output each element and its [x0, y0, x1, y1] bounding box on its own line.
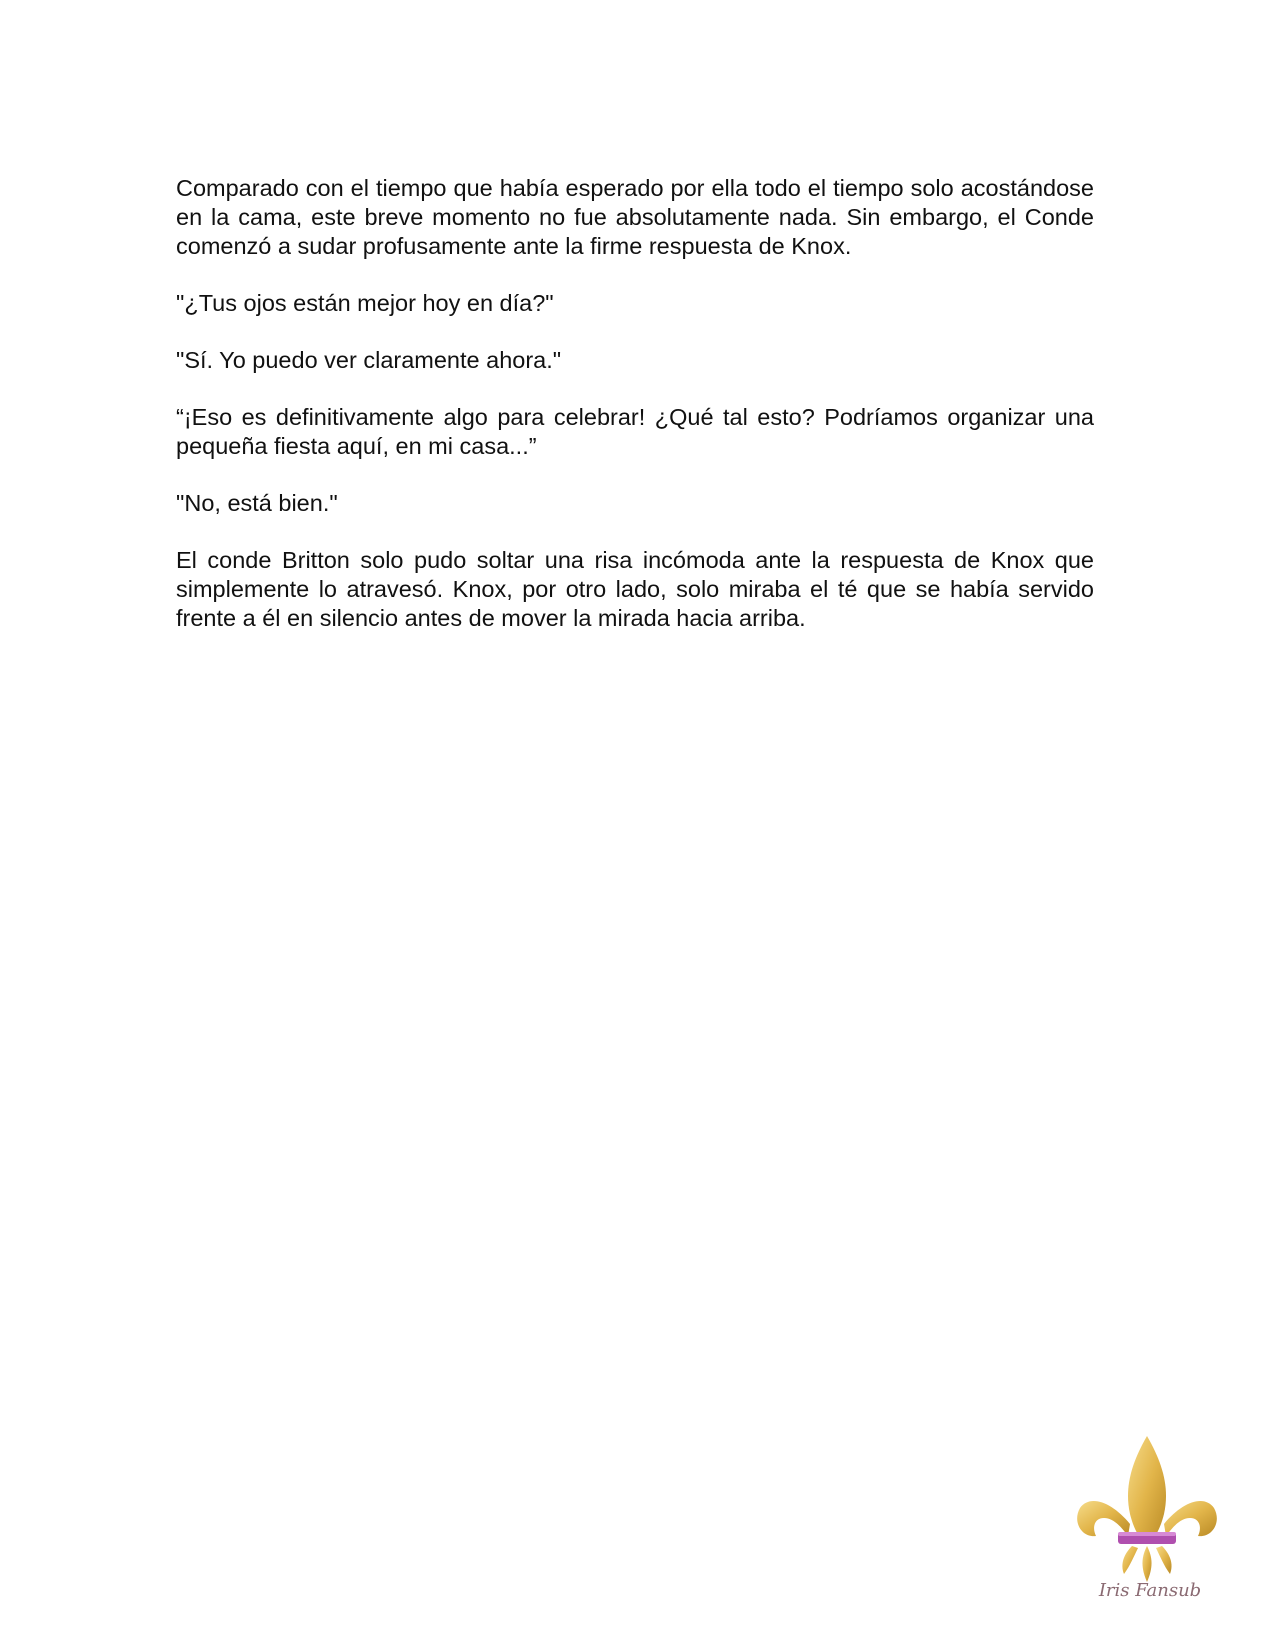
- dialogue-line: "¿Tus ojos están mejor hoy en día?": [176, 290, 554, 316]
- paragraph: Comparado con el tiempo que había esperado por ella todo el tiempo solo acostándose en la cama, este breve momento no fue absolutamente nada. Sin embargo, el Conde comenzó a sudar profusamente ante la firme respuesta de Knox.: [176, 175, 1094, 259]
- dialogue-line: "Sí. Yo puedo ver claramente ahora.": [176, 347, 562, 373]
- paragraph: El conde Britton solo pudo soltar una risa incómoda ante la respuesta de Knox que simplemente lo atravesó. Knox, por otro lado, solo miraba el té que se había servido frente a él en silencio antes de mover la mirada hacia arriba.: [176, 547, 1094, 631]
- signature: Iris Fansub: [1098, 1580, 1202, 1601]
- body-text: [176, 174, 1094, 661]
- dialogue-line: "No, está bien.": [176, 490, 338, 516]
- dialogue-line: “¡Eso es definitivamente algo para celebrar! ¿Qué tal esto? Podríamos organizar una pequeña fiesta aquí, en mi casa...”: [176, 404, 1094, 459]
